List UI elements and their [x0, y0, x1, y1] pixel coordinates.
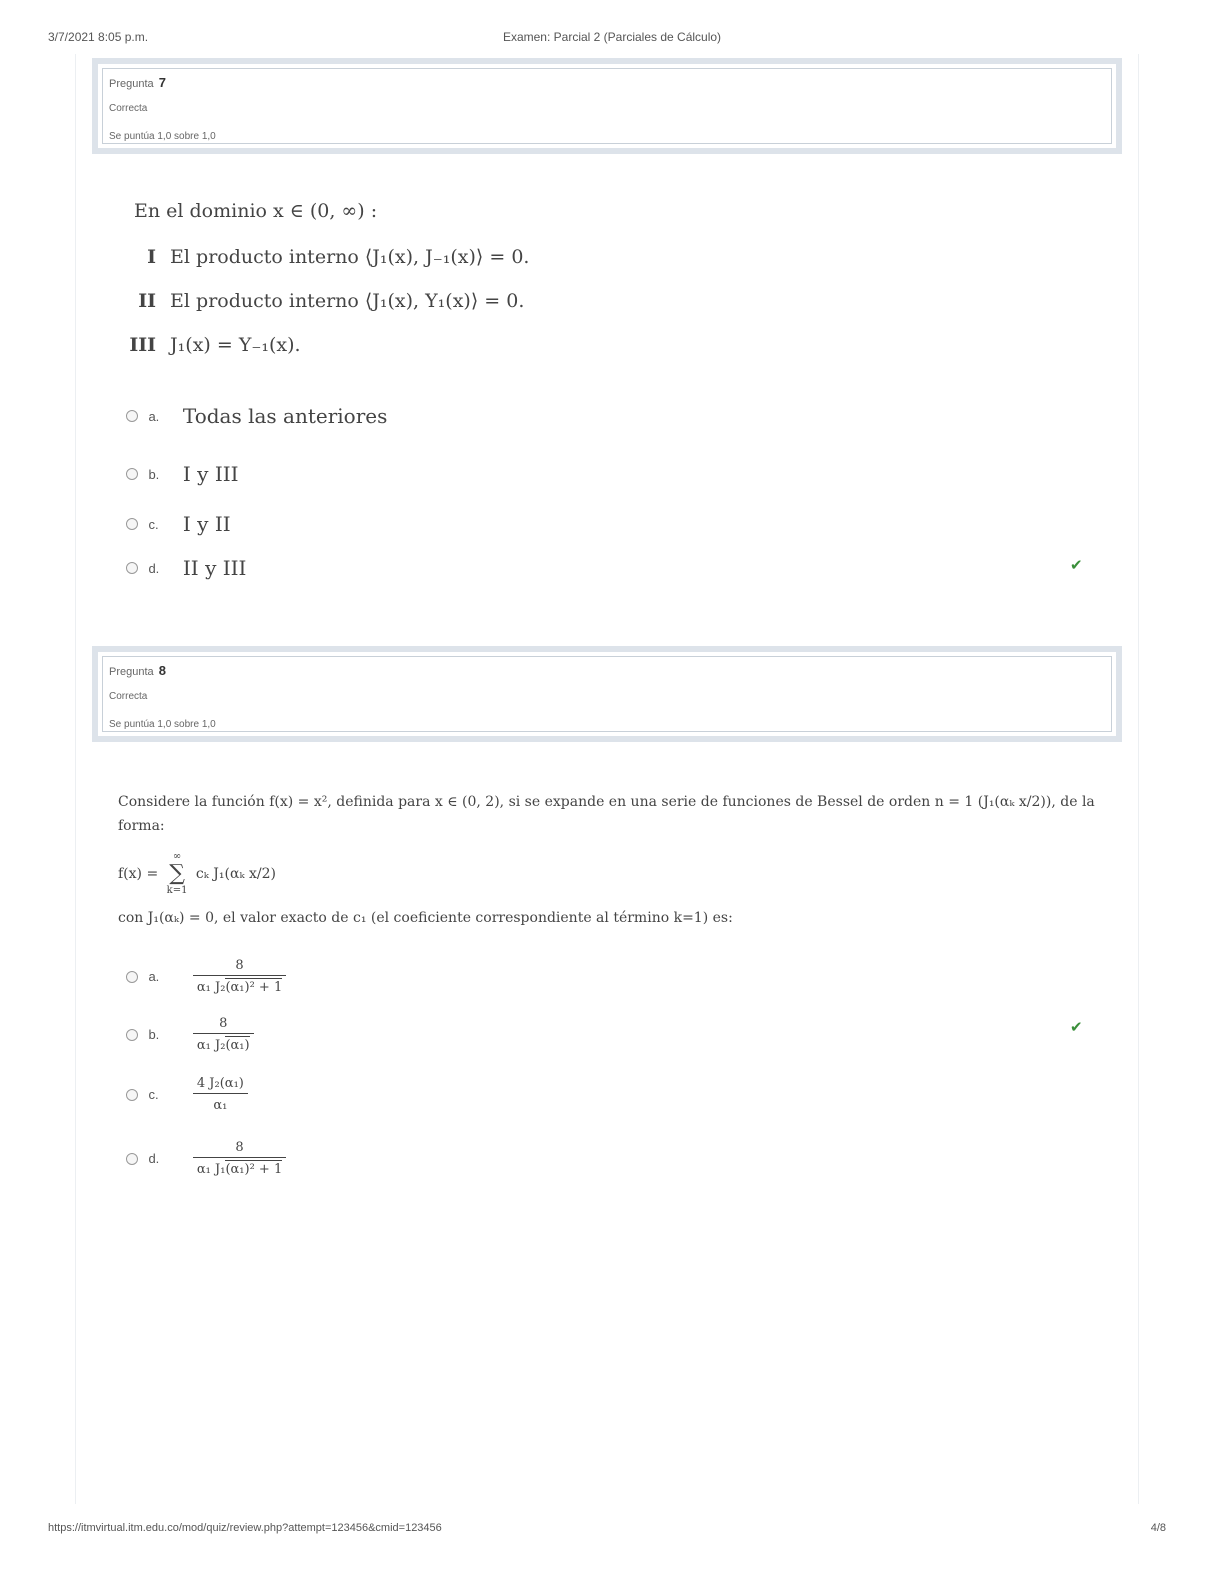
- question-status: Correcta: [109, 103, 148, 114]
- statement-text: El producto interno ⟨J₁(x), Y₁(x)⟩ = 0.: [170, 290, 525, 312]
- fraction-denominator: [193, 975, 286, 995]
- sum-lower-limit: k=1: [166, 885, 188, 896]
- option-letter: c.: [148, 516, 159, 532]
- page-header-title: Examen: Parcial 2 (Parciales de Cálculo): [502, 30, 722, 44]
- denominator-root: (α₁)² + 1: [225, 980, 283, 995]
- question-note: con J₁(αₖ) = 0, el valor exacto de c₁ (el coeficiente correspondiente al término k=1) es:: [118, 910, 733, 926]
- denominator-part: α₁ J₂: [196, 1038, 226, 1053]
- statement-text: El producto interno ⟨J₁(x), J₋₁(x)⟩ = 0.: [170, 246, 530, 268]
- answer-option-d[interactable]: [126, 556, 246, 580]
- option-text: Todas las anteriores: [182, 404, 388, 428]
- question-number: 7: [158, 75, 166, 90]
- option-letter: d.: [148, 560, 160, 576]
- question-label-text: Pregunta: [109, 666, 154, 678]
- radio-button[interactable]: [126, 971, 138, 983]
- question-label: [109, 663, 166, 678]
- fraction-denominator: [193, 1157, 286, 1177]
- answer-option-b[interactable]: [126, 1016, 254, 1053]
- option-letter: a.: [148, 408, 160, 424]
- statement-roman: I: [147, 246, 156, 268]
- question-label: [109, 75, 166, 90]
- option-letter: c.: [148, 1087, 159, 1102]
- formula-lhs: f(x) =: [118, 866, 159, 882]
- denominator-part: α₁ J₂: [196, 980, 226, 995]
- correct-check-icon: ✔: [1070, 1018, 1083, 1036]
- answer-option-d[interactable]: [126, 1140, 286, 1177]
- answer-option-a[interactable]: [126, 404, 387, 428]
- question-info-box-1: [92, 58, 1122, 154]
- statement-3: [120, 334, 301, 356]
- question-score: Se puntúa 1,0 sobre 1,0: [109, 719, 216, 730]
- fraction-numerator: 8: [219, 1016, 228, 1031]
- statement-roman: III: [129, 334, 156, 356]
- question-stem-1: En el dominio x ∈ (0, ∞) :: [134, 200, 378, 222]
- formula-rhs: cₖ J₁(αₖ x/2): [195, 866, 276, 882]
- denominator-part: α₁: [213, 1098, 228, 1113]
- option-letter: d.: [148, 1151, 160, 1166]
- denominator-root: (α₁): [225, 1038, 250, 1053]
- option-text: II y III: [182, 556, 247, 580]
- denominator-part: α₁ J₁: [196, 1162, 226, 1177]
- fraction-numerator: 4 J₂(α₁): [196, 1076, 244, 1091]
- statement-2: [120, 290, 524, 312]
- option-fraction: [193, 1016, 254, 1053]
- option-letter: a.: [148, 969, 160, 984]
- question-score: Se puntúa 1,0 sobre 1,0: [109, 131, 216, 142]
- sum-upper-limit: ∞: [172, 851, 182, 862]
- option-fraction: [193, 958, 286, 995]
- fraction-numerator: 8: [235, 958, 244, 973]
- series-formula: [118, 852, 276, 896]
- option-fraction: [193, 1140, 286, 1177]
- radio-button[interactable]: [126, 468, 138, 480]
- radio-button[interactable]: [126, 410, 138, 422]
- sigma-icon: ∑: [169, 861, 185, 886]
- radio-button[interactable]: [126, 1153, 138, 1165]
- summation-symbol: [167, 852, 188, 896]
- page-footer-url[interactable]: https://itmvirtual.itm.edu.co/mod/quiz/review.php?attempt=123456&cmid=123456: [48, 1522, 442, 1534]
- question-stem-2: Considere la función f(x) = x², definida para x ∈ (0, 2), si se expande en una serie de funciones de Bessel de orden n = 1 (J₁(αₖ x/2)), de la forma:: [118, 794, 1095, 834]
- answer-option-c[interactable]: [126, 1076, 248, 1113]
- option-text: I y III: [182, 462, 239, 486]
- answer-option-c[interactable]: [126, 512, 231, 536]
- radio-button[interactable]: [126, 1029, 138, 1041]
- statement-text: J₁(x) = Y₋₁(x).: [170, 334, 301, 356]
- fraction-numerator: 8: [235, 1140, 244, 1155]
- statement-1: [120, 246, 529, 268]
- statement-roman: II: [138, 290, 156, 312]
- question-status: Correcta: [109, 691, 148, 702]
- page-frame: [75, 54, 1139, 1504]
- radio-button[interactable]: [126, 518, 138, 530]
- answer-option-a[interactable]: [126, 958, 286, 995]
- option-letter: b.: [148, 1027, 160, 1042]
- question-number: 8: [158, 663, 166, 678]
- page-footer-number: 4/8: [1150, 1522, 1166, 1534]
- option-letter: b.: [148, 466, 160, 482]
- correct-check-icon: ✔: [1070, 556, 1083, 574]
- page-header-date: 3/7/2021 8:05 p.m.: [48, 30, 149, 44]
- fraction-denominator: [193, 1033, 254, 1053]
- radio-button[interactable]: [126, 562, 138, 574]
- question-label-text: Pregunta: [109, 78, 154, 90]
- option-fraction: [193, 1076, 248, 1113]
- fraction-denominator: [193, 1093, 248, 1113]
- answer-option-b[interactable]: [126, 462, 239, 486]
- radio-button[interactable]: [126, 1089, 138, 1101]
- question-info-box-2: [92, 646, 1122, 742]
- option-text: I y II: [182, 512, 231, 536]
- denominator-root: (α₁)² + 1: [225, 1162, 283, 1177]
